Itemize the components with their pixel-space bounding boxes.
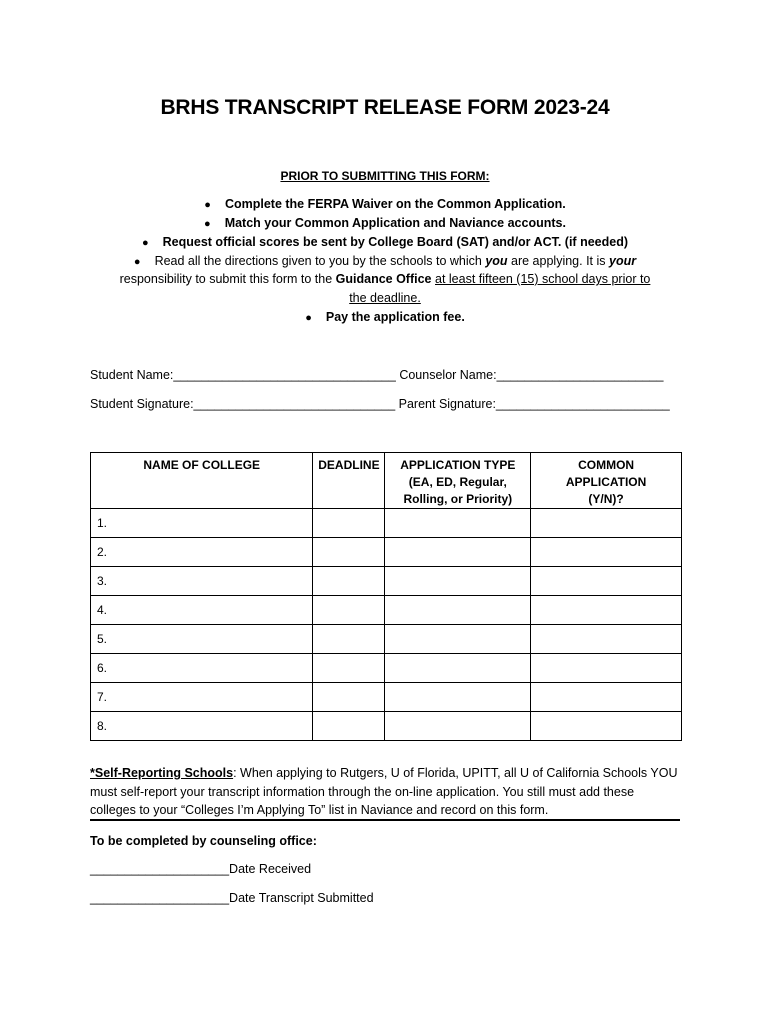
deadline-cell[interactable] — [313, 509, 385, 538]
common-app-cell[interactable] — [531, 683, 682, 712]
prior-heading: PRIOR TO SUBMITTING THIS FORM: — [280, 169, 490, 183]
common-app-cell[interactable] — [531, 712, 682, 741]
common-app-cell[interactable] — [531, 625, 682, 654]
common-app-cell[interactable] — [531, 538, 682, 567]
colleges-table — [90, 452, 682, 741]
college-name-cell[interactable]: 8. — [91, 712, 313, 741]
bullet-scores: ● Request official scores be sent by College Board (SAT) and/or ACT. (if needed) — [141, 235, 628, 249]
date-submitted-field[interactable]: ____________________Date Transcript Submitted — [90, 891, 374, 905]
deadline-cell[interactable] — [313, 538, 385, 567]
college-name-cell[interactable]: 3. — [91, 567, 313, 596]
common-app-cell[interactable] — [531, 654, 682, 683]
table-row — [91, 625, 682, 654]
deadline-cell[interactable] — [313, 567, 385, 596]
table-row — [91, 683, 682, 712]
bullet-fee: ● Pay the application fee. — [305, 310, 465, 324]
self-reporting-note — [90, 764, 680, 820]
table-row — [91, 538, 682, 567]
signature-row — [90, 397, 670, 411]
student-name-field[interactable]: Student Name:________________________________ — [90, 368, 396, 382]
bullet-dot: ● — [204, 199, 211, 211]
counselor-name-field[interactable]: Counselor Name:________________________ — [399, 368, 664, 382]
college-name-cell[interactable]: 2. — [91, 538, 313, 567]
bullet-dot: ● — [204, 218, 211, 230]
bullet-ferpa: ● Complete the FERPA Waiver on the Common Application. — [204, 197, 566, 211]
col-common-application: COMMON APPLICATION (Y/N)? — [531, 453, 682, 509]
student-signature-field[interactable]: Student Signature:_____________________________ — [90, 397, 396, 411]
bullet-dot: ● — [305, 312, 312, 324]
name-row — [90, 368, 663, 382]
table-row — [91, 596, 682, 625]
application-type-cell[interactable] — [385, 538, 531, 567]
college-name-cell[interactable]: 4. — [91, 596, 313, 625]
application-type-cell[interactable] — [385, 567, 531, 596]
bullet-directions-line2: responsibility to submit this form to the Guidance Office at least fifteen (15) school days prior to — [119, 272, 651, 286]
college-name-cell[interactable]: 6. — [91, 654, 313, 683]
deadline-cell[interactable] — [313, 625, 385, 654]
application-type-cell[interactable] — [385, 683, 531, 712]
college-name-cell[interactable]: 5. — [91, 625, 313, 654]
self-reporting-body: : When applying to Rutgers, U of Florida, UPITT, all U of California Schools YOU must self-report your transcript information through the on-line application. You still must add these colleges to your “Colleges I’m Applying To” list in Naviance and record on this form. — [90, 766, 678, 817]
bullet-directions-line3: the deadline. — [349, 291, 421, 305]
table-row — [91, 509, 682, 538]
col-deadline: DEADLINE — [313, 453, 385, 509]
deadline-cell[interactable] — [313, 683, 385, 712]
application-type-cell[interactable] — [385, 509, 531, 538]
bullet-naviance: ● Match your Common Application and Naviance accounts. — [204, 216, 566, 230]
page-title: BRHS TRANSCRIPT RELEASE FORM 2023-24 — [160, 96, 610, 119]
section-divider — [90, 819, 680, 821]
table-row — [91, 712, 682, 741]
office-heading: To be completed by counseling office: — [90, 834, 317, 848]
deadline-cell[interactable] — [313, 712, 385, 741]
bullet-dot: ● — [141, 237, 149, 249]
col-application-type: APPLICATION TYPE (EA, ED, Regular, Rolling, or Priority) — [385, 453, 531, 509]
deadline-cell[interactable] — [313, 596, 385, 625]
application-type-cell[interactable] — [385, 654, 531, 683]
parent-signature-field[interactable]: Parent Signature:_________________________ — [398, 397, 670, 411]
date-received-field[interactable]: ____________________Date Received — [90, 862, 312, 876]
common-app-cell[interactable] — [531, 596, 682, 625]
table-row — [91, 654, 682, 683]
college-name-cell[interactable]: 1. — [91, 509, 313, 538]
bullet-dot: ● — [133, 256, 141, 268]
self-reporting-heading: *Self-Reporting Schools — [90, 766, 234, 780]
common-app-cell[interactable] — [531, 567, 682, 596]
application-type-cell[interactable] — [385, 625, 531, 654]
college-name-cell[interactable]: 7. — [91, 683, 313, 712]
col-name-of-college: NAME OF COLLEGE — [91, 453, 313, 509]
application-type-cell[interactable] — [385, 712, 531, 741]
table-row — [91, 567, 682, 596]
bullet-directions: ● Read all the directions given to you by the schools to which you are applying. It is your — [133, 254, 637, 268]
table-header-row — [91, 453, 682, 509]
common-app-cell[interactable] — [531, 509, 682, 538]
application-type-cell[interactable] — [385, 596, 531, 625]
deadline-cell[interactable] — [313, 654, 385, 683]
